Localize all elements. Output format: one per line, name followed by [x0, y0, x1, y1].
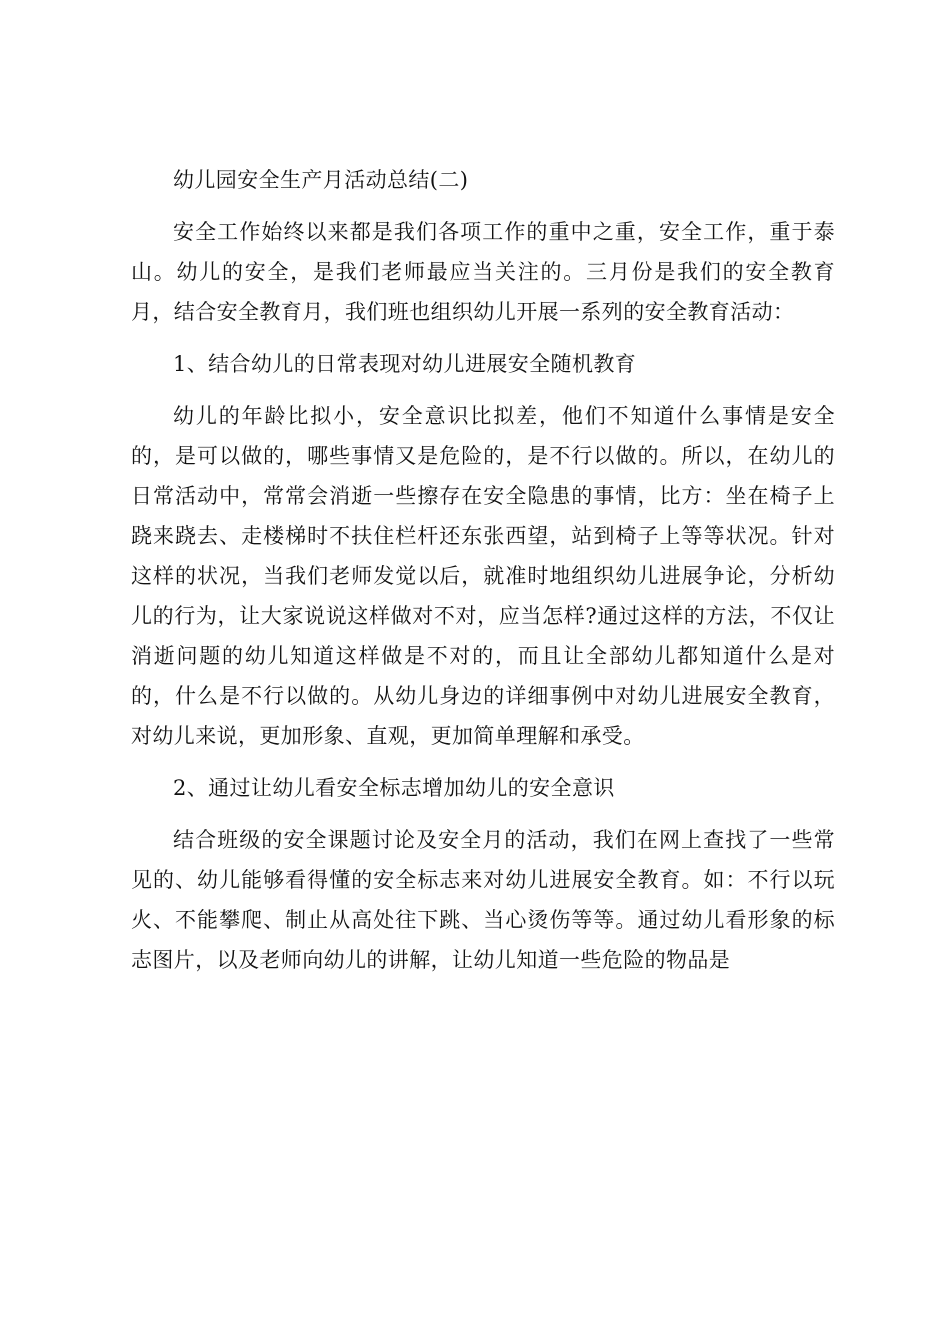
intro-paragraph: 安全工作始终以来都是我们各项工作的重中之重，安全工作，重于泰山。幼儿的安全，是我们老师最应当关注的。三月份是我们的安全教育月，结合安全教育月，我们班也组织幼儿开展一系列的安全教育活动： — [131, 220, 835, 324]
section-heading-1: 1、结合幼儿的日常表现对幼儿进展安全随机教育 — [173, 352, 637, 376]
section-heading-2: 2、通过让幼儿看安全标志增加幼儿的安全意识 — [173, 776, 615, 800]
document-body — [131, 160, 835, 992]
section-paragraph-1: 幼儿的年龄比拟小，安全意识比拟差，他们不知道什么事情是安全的，是可以做的，哪些事情又是危险的，是不行以做的。所以，在幼儿的日常活动中，常常会消逝一些擦存在安全隐患的事情，比方：坐在椅子上跷来跷去、走楼梯时不扶住栏杆还东张西望，站到椅子上等等状况。针对这样的状况，当我们老师发觉以后，就准时地组织幼儿进展争论，分析幼儿的行为，让大家说说这样做对不对，应当怎样?通过这样的方法，不仅让消逝问题的幼儿知道这样做是不对的，而且让全部幼儿都知道什么是对的，什么是不行以做的。从幼儿身边的详细事例中对幼儿进展安全教育，对幼儿来说，更加形象、直观，更加简单理解和承受。 — [131, 404, 835, 748]
section-paragraph-2: 结合班级的安全课题讨论及安全月的活动，我们在网上查找了一些常见的、幼儿能够看得懂的安全标志来对幼儿进展安全教育。如：不行以玩火、不能攀爬、制止从高处往下跳、当心烫伤等等。通过幼儿看形象的标志图片，以及老师向幼儿的讲解，让幼儿知道一些危险的物品是 — [131, 828, 835, 972]
document-title: 幼儿园安全生产月活动总结(二) — [173, 168, 469, 192]
